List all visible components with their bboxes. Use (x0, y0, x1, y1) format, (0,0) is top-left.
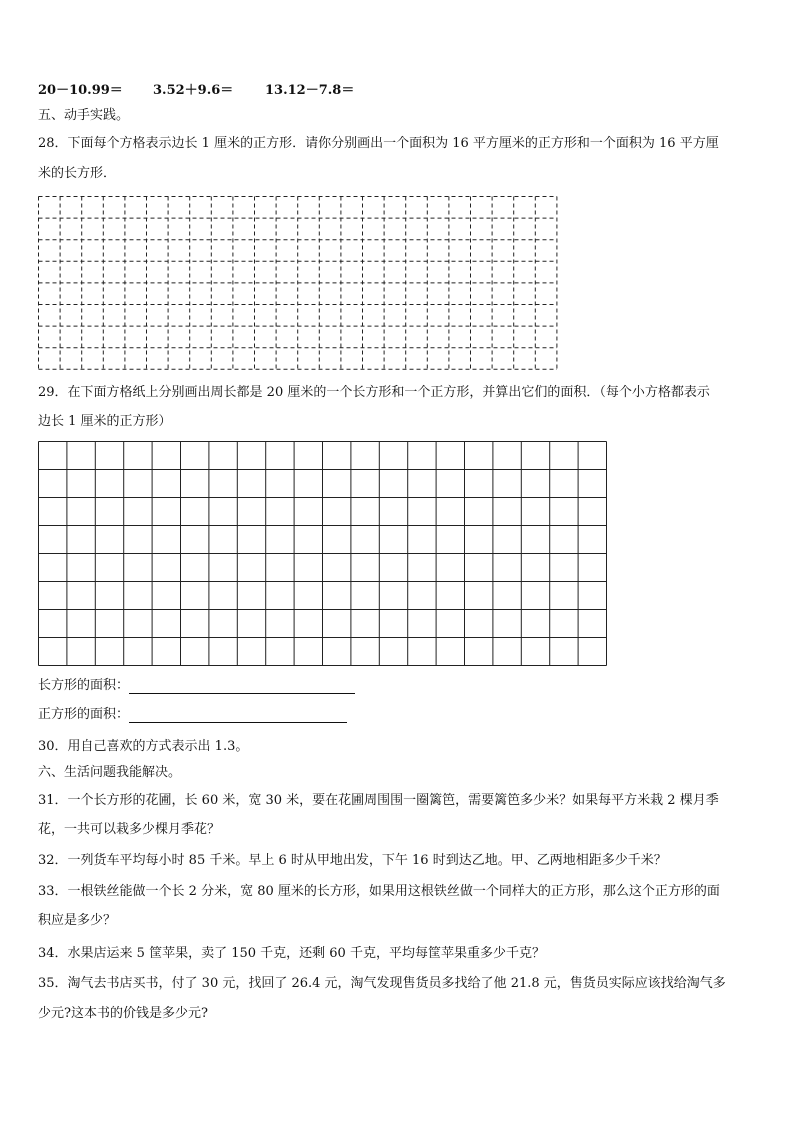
q31-line2: 花，一共可以栽多少棵月季花？ (38, 822, 221, 837)
q33-line1: 33．一根铁丝能做一个长 2 分米，宽 80 厘米的长方形，如果用这根铁丝做一个同样大的正方形，那么这个正方形的面 (38, 884, 720, 899)
q33-line2: 积应是多少？ (38, 913, 117, 928)
q28-line1: 28．下面每个方格表示边长 1 厘米的正方形．请你分别画出一个面积为 16 平方厘米的正方形和一个面积为 16 平方厘 (38, 136, 719, 151)
q35-line1: 35．淘气去书店买书，付了 30 元，找回了 26.4 元，淘气发现售货员多找给了他 21.8 元，售货员实际应该找给淘气多 (38, 976, 726, 991)
square-area-row (38, 707, 347, 723)
square-area-label: 正方形的面积： (38, 707, 130, 722)
calc-item-2: 3.52＋9.6＝ (153, 83, 234, 98)
q31-line1: 31．一个长方形的花圃，长 60 米，宽 30 米，要在花圃周围围一圈篱笆，需要篱笆多少米？如果每平方米栽 2 棵月季 (38, 793, 719, 808)
section5-heading: 五、动手实践。 (38, 108, 130, 123)
calc-row (38, 83, 354, 99)
q29-solid-grid[interactable] (38, 441, 609, 667)
section6-heading: 六、生活问题我能解决。 (38, 765, 182, 780)
q34-text: 34．水果店运来 5 筐苹果，卖了 150 千克，还剩 60 千克，平均每筐苹果重多少千克？ (38, 946, 545, 961)
rect-area-blank[interactable] (129, 679, 355, 694)
rect-area-row (38, 678, 355, 694)
square-area-blank[interactable] (129, 708, 347, 723)
calc-item-1: 20－10.99＝ (38, 83, 123, 98)
rect-area-label: 长方形的面积： (38, 678, 130, 693)
q29-line2: 边长 1 厘米的正方形） (38, 414, 172, 429)
q35-line2: 少元?这本书的价钱是多少元? (38, 1006, 208, 1021)
q30-text: 30．用自己喜欢的方式表示出 1.3。 (38, 739, 249, 754)
q28-dashed-grid[interactable] (38, 196, 559, 371)
q29-line1: 29．在下面方格纸上分别画出周长都是 20 厘米的一个长方形和一个正方形，并算出它们的面积．（每个小方格都表示 (38, 385, 710, 400)
q32-text: 32．一列货车平均每小时 85 千米。早上 6 时从甲地出发，下午 16 时到达乙地。甲、乙两地相距多少千米？ (38, 853, 667, 868)
q28-line2: 米的长方形． (38, 166, 117, 181)
calc-item-3: 13.12－7.8＝ (265, 83, 355, 98)
